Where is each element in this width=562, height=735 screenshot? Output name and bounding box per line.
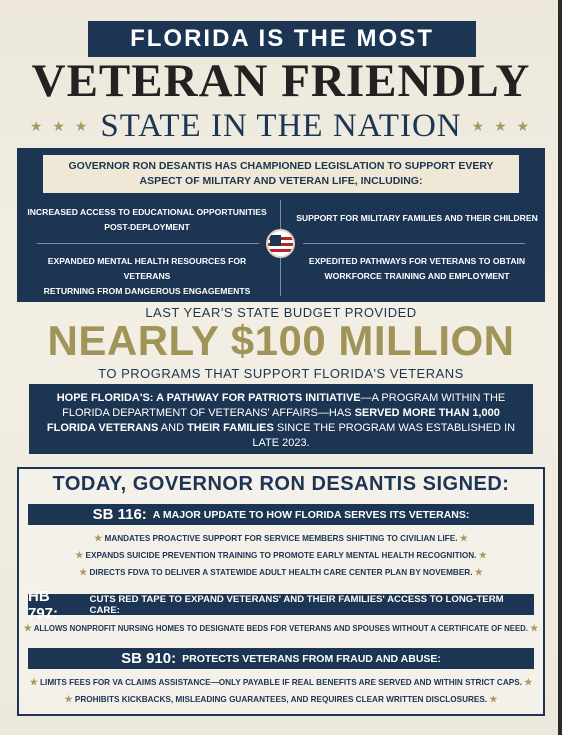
list-item [19, 694, 543, 705]
list-item-text: PROHIBITS KICKBACKS, MISLEADING GUARANTEES, AND REQUIRES CLEAR WRITTEN DISCLOSURES. [74, 695, 488, 704]
accomplishments-panel [17, 148, 545, 302]
list-item [19, 567, 543, 578]
budget-tail: TO PROGRAMS THAT SUPPORT FLORIDA'S VETERANS [98, 366, 464, 381]
bill-code: SB 910: [121, 650, 177, 667]
budget-lead: LAST YEAR'S STATE BUDGET PROVIDED [145, 305, 417, 320]
star-icon: ★ [94, 533, 103, 543]
bills-signed-title: TODAY, GOVERNOR RON DESANTIS SIGNED: [52, 473, 510, 495]
header-subtitle-row [0, 106, 562, 146]
star-icon: ★ [530, 623, 539, 633]
intro-box [43, 155, 519, 193]
header-banner [88, 21, 476, 57]
list-item-text: ALLOWS NONPROFIT NURSING HOMES TO DESIGNATE BEDS FOR VETERANS AND SPOUSES WITHOUT A CERTIFICATE OF NEED. [33, 624, 528, 633]
bill-header-sb116 [28, 504, 534, 525]
bill-description: CUTS RED TAPE TO EXPAND VETERANS' AND THEIR FAMILIES' ACCESS TO LONG-TERM CARE: [89, 593, 504, 616]
star-icon: ★ [489, 694, 498, 704]
divider-right [303, 243, 525, 244]
star-icon: ★ [524, 677, 533, 687]
hope-text: —A PROGRAM WITHIN THE FLORIDA DEPARTMENT OF VETERANS' AFFAIRS—HAS [62, 392, 506, 419]
stars-right-icon: ★ ★ ★ [471, 117, 533, 134]
list-item-text: EXPANDS SUICIDE PREVENTION TRAINING TO PROMOTE EARLY MENTAL HEALTH RECOGNITION. [85, 551, 477, 560]
header-subtitle: STATE IN THE NATION [100, 107, 462, 144]
hope-families: THEIR FAMILIES [187, 422, 274, 434]
list-item-text: LIMITS FEES FOR VA CLAIMS ASSISTANCE—ONLY PAYABLE IF REAL BENEFITS ARE SERVED AND WITHIN STRICT CAPS. [40, 678, 522, 687]
grid-item-education [27, 205, 267, 235]
grid-item-line: EXPEDITED PATHWAYS FOR VETERANS TO OBTAIN [308, 256, 526, 266]
bills-signed-box [17, 467, 545, 716]
list-item-text: MANDATES PROACTIVE SUPPORT FOR SERVICE MEMBERS SHIFTING TO CIVILIAN LIFE. [104, 534, 458, 543]
header-banner-text: FLORIDA IS THE MOST [130, 25, 434, 52]
star-icon: ★ [29, 677, 38, 687]
grid-item-workforce [295, 254, 539, 284]
star-icon: ★ [459, 533, 468, 543]
budget-amount: NEARLY $100 MILLION [47, 317, 515, 364]
grid-item-families [295, 211, 539, 226]
bill-description: A MAJOR UPDATE TO HOW FLORIDA SERVES ITS VETERANS: [152, 508, 470, 521]
grid-item-line: INCREASED ACCESS TO EDUCATIONAL OPPORTUNITIES [27, 207, 267, 217]
grid-item-line: SUPPORT FOR MILITARY FAMILIES AND THEIR CHILDREN [296, 213, 538, 223]
grid-item-line: RETURNING FROM DANGEROUS ENGAGEMENTS [43, 286, 251, 296]
grid-item-line: EXPANDED MENTAL HEALTH RESOURCES FOR VETERANS [47, 256, 247, 281]
bill-code: HB 797: [28, 587, 59, 622]
hope-served: SERVED MORE THAN 1,000 FLORIDA VETERANS [46, 407, 500, 434]
hope-initiative-name: HOPE FLORIDA'S: A PATHWAY FOR PATRIOTS INITIATIVE [56, 392, 361, 404]
list-item [19, 550, 543, 561]
flag-seal-icon [266, 229, 295, 258]
list-item [19, 623, 543, 634]
divider-left [37, 243, 259, 244]
bill-code: SB 116: [92, 506, 147, 523]
grid-item-line: WORKFORCE TRAINING AND EMPLOYMENT [324, 271, 510, 281]
grid-item-line: POST-DEPLOYMENT [104, 222, 190, 232]
intro-text: GOVERNOR RON DESANTIS HAS CHAMPIONED LEGISLATION TO SUPPORT EVERY ASPECT OF MILITARY AND VETERAN LIFE, INCLUDING: [68, 160, 494, 187]
star-icon: ★ [64, 694, 73, 704]
stars-left-icon: ★ ★ ★ [29, 117, 91, 134]
bill-header-sb910 [28, 648, 534, 669]
hope-florida-panel [29, 384, 533, 454]
star-icon: ★ [79, 567, 88, 577]
list-item [19, 533, 543, 544]
header-title: VETERAN FRIENDLY [31, 55, 531, 107]
star-icon: ★ [474, 567, 483, 577]
grid-item-mental-health [27, 254, 267, 299]
star-icon: ★ [478, 550, 487, 560]
hope-text: SINCE THE PROGRAM WAS ESTABLISHED IN LATE 2023. [252, 422, 516, 449]
bill-description: PROTECTS VETERANS FROM FRAUD AND ABUSE: [182, 652, 441, 665]
hope-text: AND [158, 422, 188, 434]
star-icon: ★ [75, 550, 84, 560]
list-item [19, 677, 543, 688]
star-icon: ★ [23, 623, 32, 633]
list-item-text: DIRECTS FDVA TO DELIVER A STATEWIDE ADULT HEALTH CARE CENTER PLAN BY NOVEMBER. [89, 568, 473, 577]
bill-header-hb797 [28, 587, 534, 622]
